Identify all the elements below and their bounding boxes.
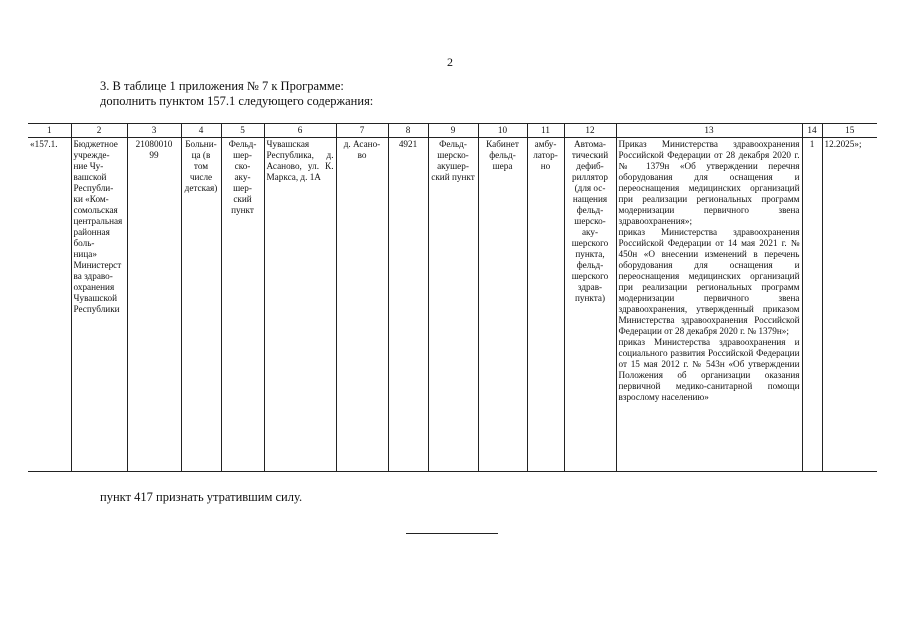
- cell-population: 4921: [388, 138, 428, 472]
- cell-item-number: «157.1.: [28, 138, 71, 472]
- cell-care-conditions: амбу- латор- но: [527, 138, 564, 472]
- table-header-row: [28, 124, 877, 138]
- column-number: 10: [478, 124, 527, 138]
- legal-basis-order-2: приказ Министерства здравоохранения Российской Федерации от 14 мая 2021 г. № 450н «О внесении изменений в перечень оборудования для оснащения и переоснащения медицинских организаций при реализации региональных программ модернизации первичного звена здравоохранения, утвержденный приказом Министерства здравоохранения Российской Федерации от 28 декабря 2020 г. № 1379н»;: [618, 227, 800, 336]
- legal-basis-order-3: приказ Министерства здравоохранения и социального развития Российской Федерации от 15 мая 2012 г. № 543н «Об утверждении Положения об организации оказания первичной медико-санитарной помощи взрослому населению»: [618, 337, 800, 402]
- cell-legal-basis: [616, 138, 802, 472]
- cell-quantity: 1: [802, 138, 822, 472]
- cell-room: Кабинет фельд- шера: [478, 138, 527, 472]
- cell-organization: Бюджетное учрежде- ние Чу- вашской Республи- ки «Ком- сомольская центральная районная боль- ница» Министерства здраво- охранения Чувашской Республики: [71, 138, 127, 472]
- column-number: 7: [336, 124, 388, 138]
- end-divider: [406, 533, 498, 534]
- cell-deadline: 12.2025»;: [822, 138, 877, 472]
- cell-address: Чувашская Республика, д. Асаново, ул. К. Маркса, д. 1А: [264, 138, 336, 472]
- column-number: 4: [181, 124, 221, 138]
- column-number: 3: [127, 124, 181, 138]
- cell-code: 21080010 99: [127, 138, 181, 472]
- column-number: 2: [71, 124, 127, 138]
- table-row: [28, 138, 877, 472]
- column-number: 11: [527, 124, 564, 138]
- legal-basis-order-1: Приказ Министерства здравоохранения Российской Федерации от 28 декабря 2020 г. № 1379н «Об утверждении перечня оборудования для оснащения и переоснащения медицинских организаций при реализации региональных программ модернизации первичного звена здравоохранения»;: [618, 139, 800, 226]
- amendment-intro: [100, 79, 373, 109]
- intro-line-2: дополнить пунктом 157.1 следующего содержания:: [100, 94, 374, 108]
- column-number: 12: [564, 124, 616, 138]
- intro-line-1: 3. В таблице 1 приложения № 7 к Программе:: [100, 79, 344, 93]
- column-number: 1: [28, 124, 71, 138]
- column-number: 13: [616, 124, 802, 138]
- cell-facility-type: Больни- ца (в том числе детская): [181, 138, 221, 472]
- column-number: 5: [221, 124, 264, 138]
- equipment-table: [28, 123, 877, 472]
- cell-subdivision: Фельд- шерско- акушер- ский пункт: [428, 138, 478, 472]
- cell-unit-type: Фельд- шер- ско- аку- шер- ский пункт: [221, 138, 264, 472]
- cell-locality: д. Асано- во: [336, 138, 388, 472]
- column-number: 14: [802, 124, 822, 138]
- page-number: 2: [447, 55, 453, 69]
- repeal-statement: пункт 417 признать утратившим силу.: [100, 490, 303, 504]
- column-number: 8: [388, 124, 428, 138]
- column-number: 9: [428, 124, 478, 138]
- column-number: 15: [822, 124, 877, 138]
- cell-equipment: Автома- тический дефиб- риллятор (для ос- нащения фельд- шерско- аку- шерского пункта, фельд- шерского здрав- пункта): [564, 138, 616, 472]
- column-number: 6: [264, 124, 336, 138]
